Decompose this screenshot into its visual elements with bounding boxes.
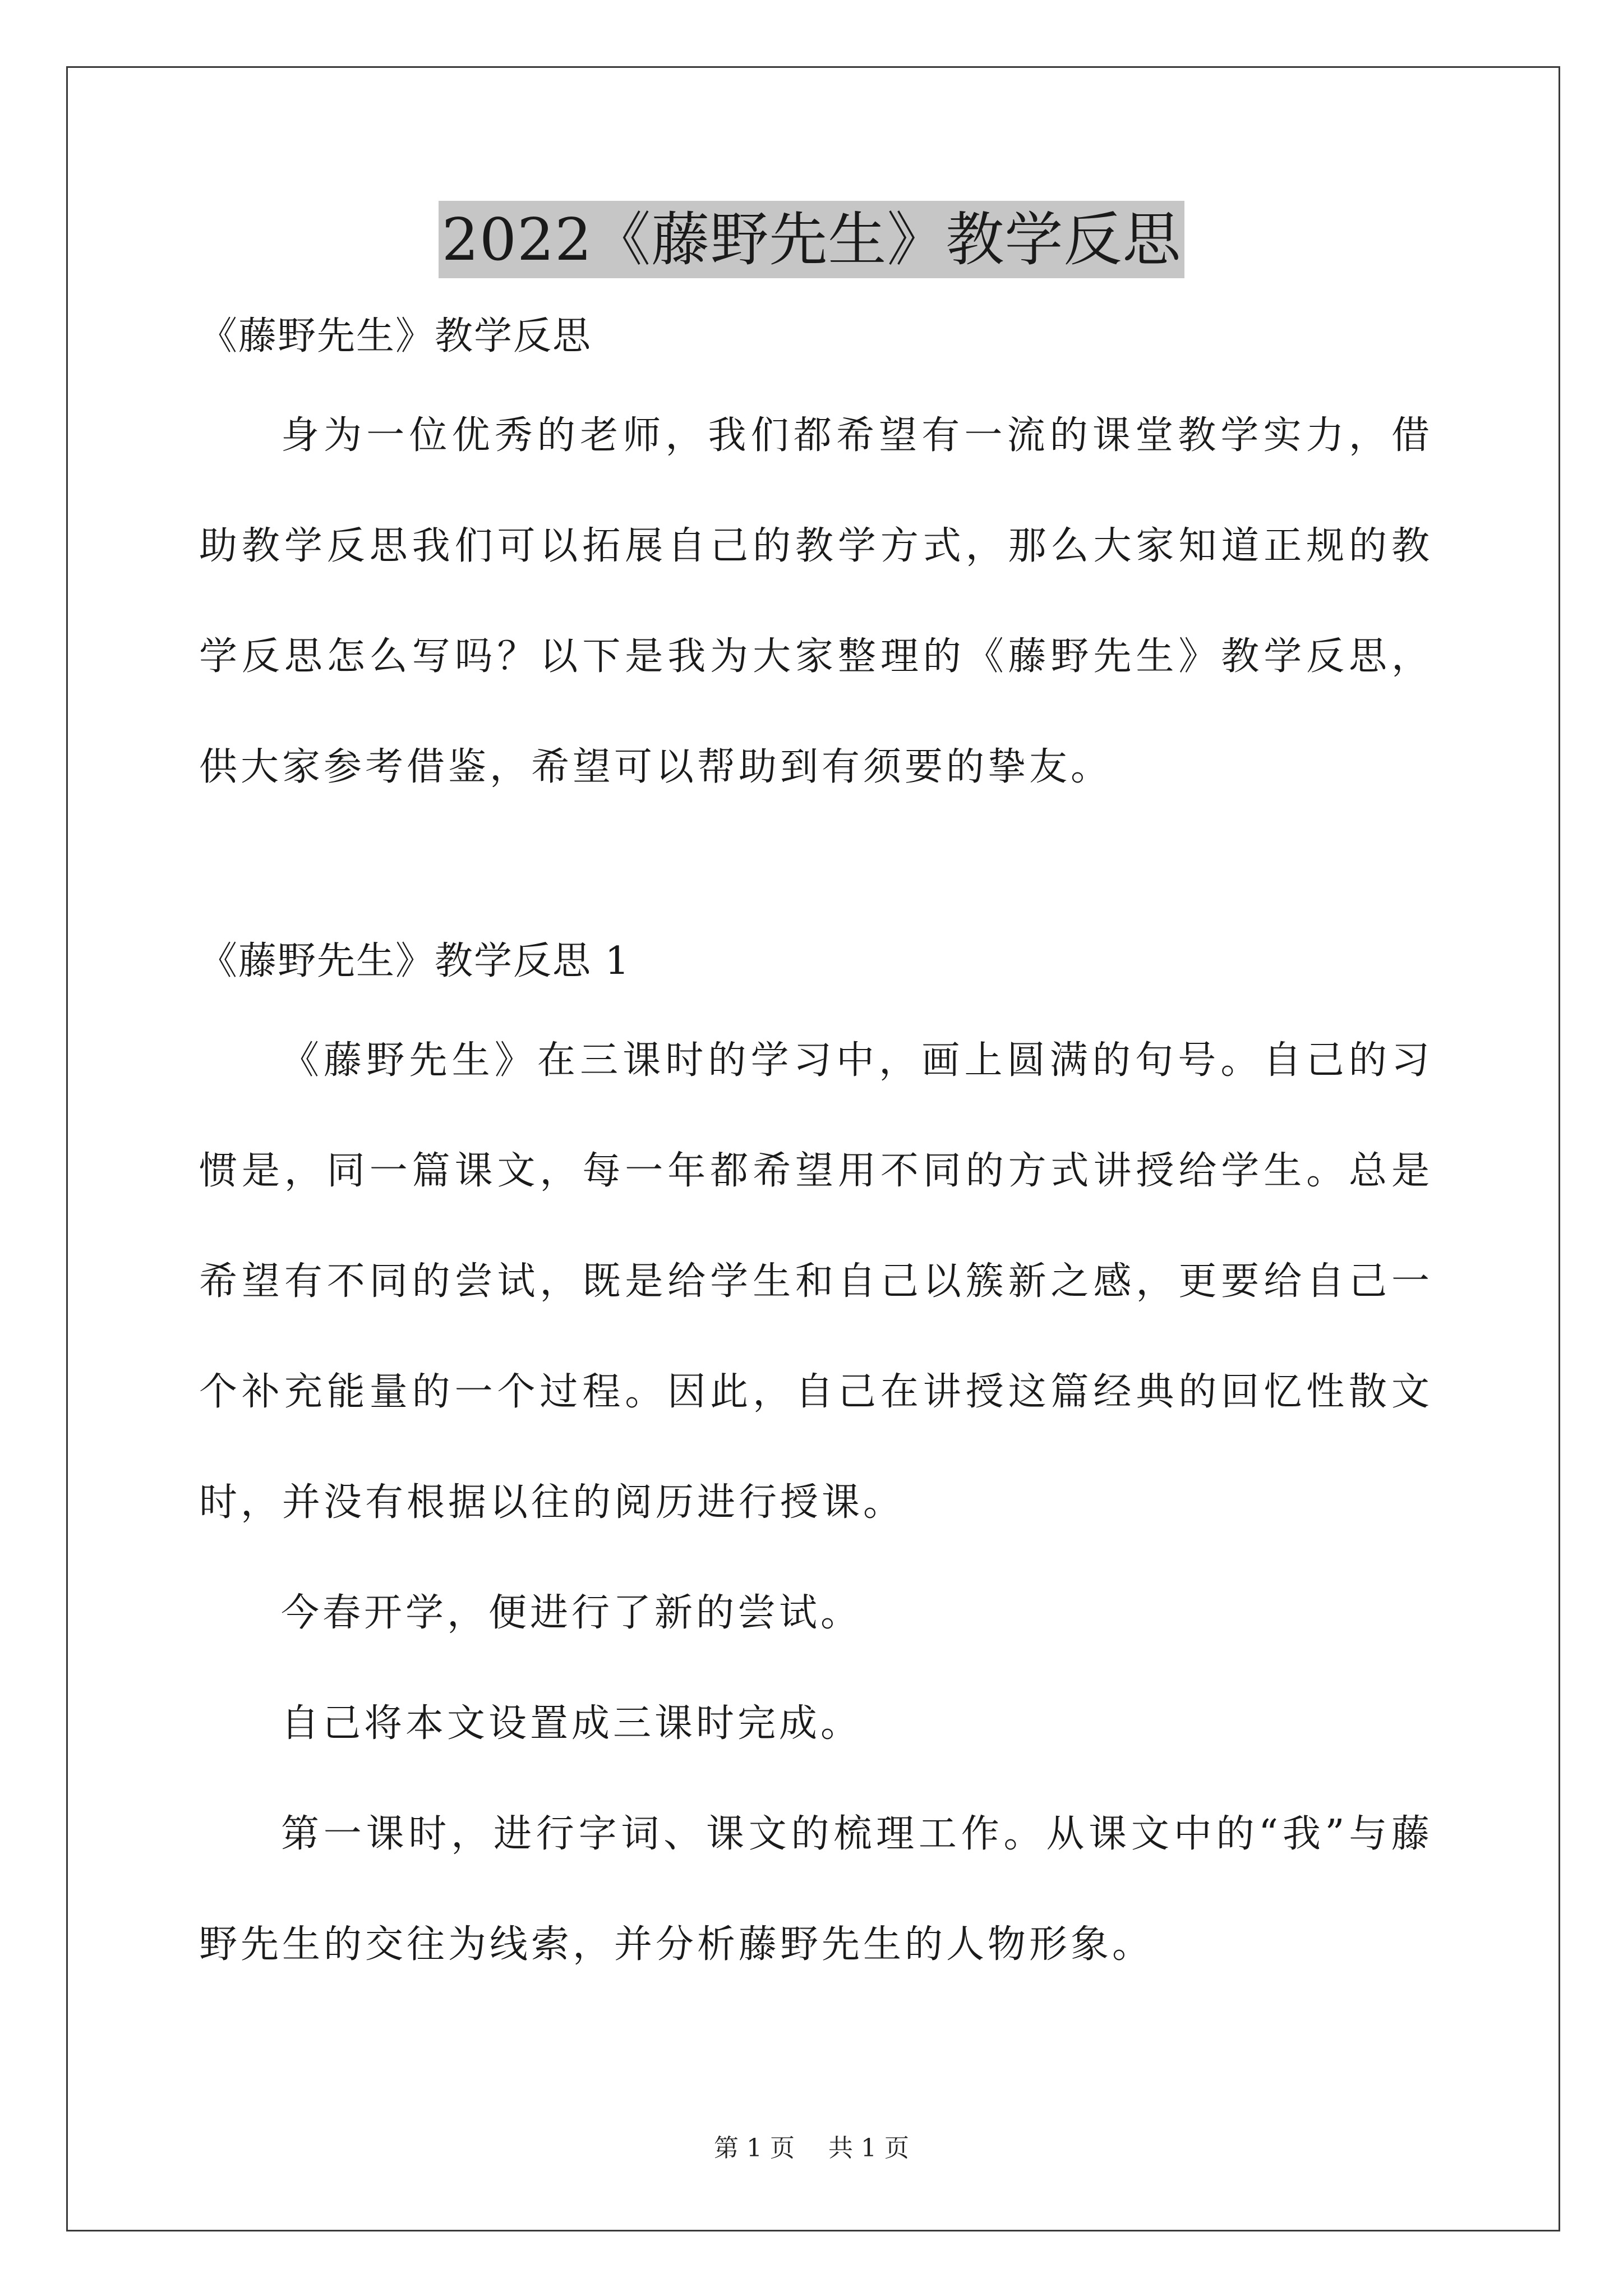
section-1-paragraph-3: 自己将本文设置成三课时完成。 xyxy=(281,1701,863,1746)
section-heading-intro: 《藤野先生》教学反思 xyxy=(199,314,592,358)
section-1-paragraph-4: 第一课时，进行字词、课文的梳理工作。从课文中的“我”与藤野先生的交往为线索，并分析藤野先生的人物形象。 xyxy=(199,1812,1433,1967)
section-1-paragraph-1: 《藤野先生》在三课时的学习中，画上圆满的句号。自己的习惯是，同一篇课文，每一年都希望用不同的方式讲授给学生。总是希望有不同的尝试，既是给学生和自己以簇新之感，更要给自己一个补充能量的一个过程。因此，自己在讲授这篇经典的回忆性散文时，并没有根据以往的阅历进行授课。 xyxy=(199,1038,1433,1525)
section-heading-1: 《藤野先生》教学反思 1 xyxy=(199,939,630,983)
page-footer xyxy=(0,2132,1623,2165)
section-1-paragraph-2: 今春开学，便进行了新的尝试。 xyxy=(281,1591,863,1635)
document-body xyxy=(199,314,1433,2000)
title-container xyxy=(0,201,1623,278)
page-number: 第 1 页 xyxy=(714,2134,795,2162)
intro-paragraph: 身为一位优秀的老师，我们都希望有一流的课堂教学实力，借助教学反思我们可以拓展自己的教学方式，那么大家知道正规的教学反思怎么写吗？以下是我为大家整理的《藤野先生》教学反思，供大家参考借鉴，希望可以帮助到有须要的挚友。 xyxy=(199,413,1433,789)
document-title: 2022《藤野先生》教学反思 xyxy=(439,201,1185,278)
page-total: 共 1 页 xyxy=(828,2134,909,2162)
